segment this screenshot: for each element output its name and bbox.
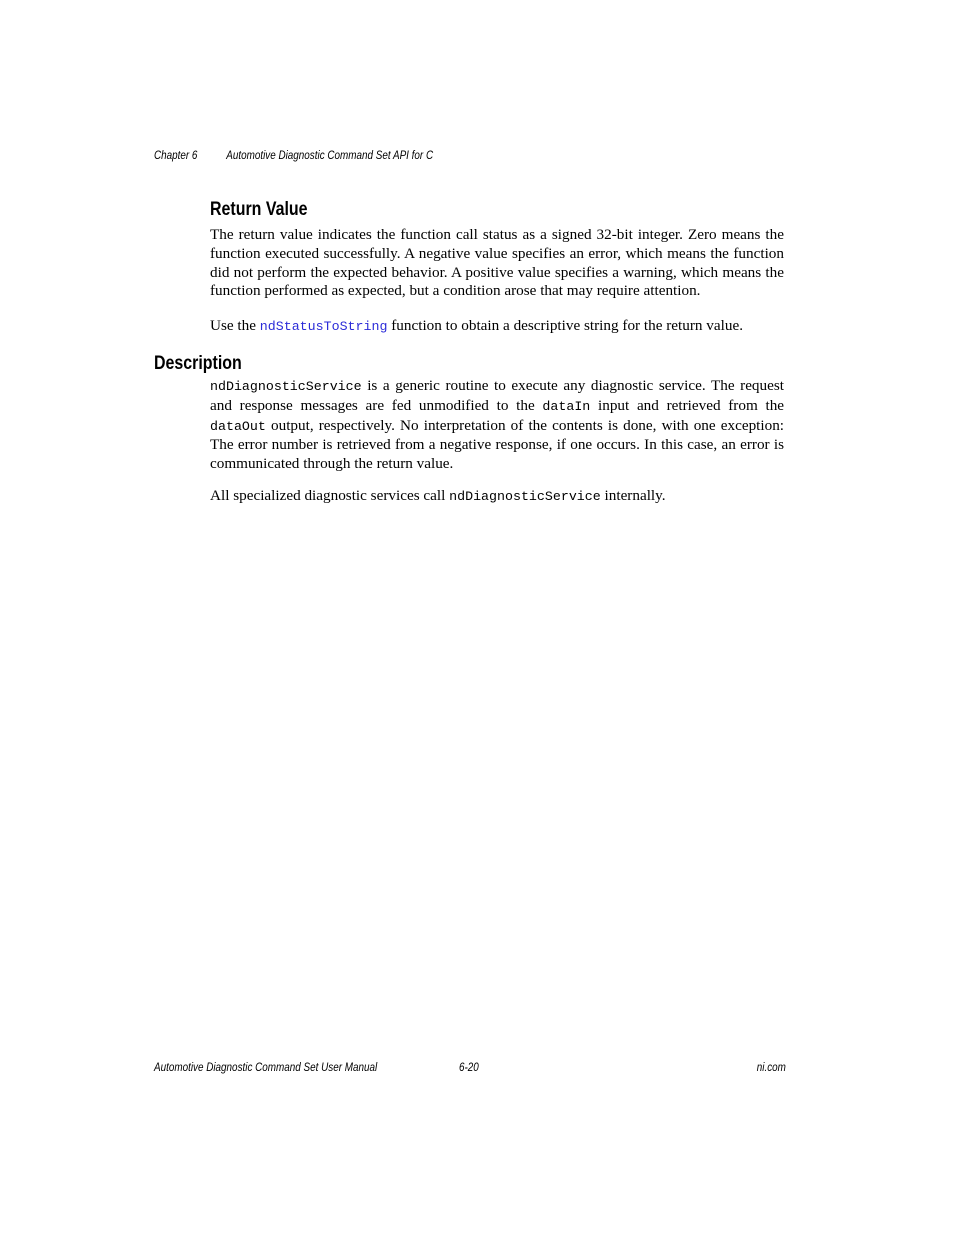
description-text-2: input and retrieved from the [598,396,785,414]
use-prefix-text: Use the [210,317,256,334]
specialized-services-paragraph [210,487,784,507]
data-out-code: dataOut [210,418,266,434]
description-paragraph [210,377,784,474]
return-value-paragraph: The return value indicates the function call status as a signed 32-bit integer. Zero means the function executed successfully. A negative value specifies an error, which means the function did not perform the expected behavior. A positive value specifies a warning, which means the function performed as expected, but a condition arose that may require attention. [210,226,784,300]
status-to-string-paragraph [210,317,784,337]
description-text-1: is a generic routine to execute any diagnostic service. The request and response messages are fed unmodified to the [210,377,784,414]
nd-diagnostic-service-code-2: ndDiagnosticService [449,489,601,504]
chapter-title: Automotive Diagnostic Command Set API for C [226,150,434,162]
footer-page-number: 6-20 [459,1062,479,1074]
specialized-text-1: All specialized diagnostic services call [210,487,446,504]
description-heading: Description [154,353,242,374]
running-header [154,150,433,162]
return-value-heading: Return Value [210,199,308,220]
footer-manual-title: Automotive Diagnostic Command Set User Manual [154,1062,378,1074]
nd-status-to-string-link[interactable]: ndStatusToString [259,319,388,334]
use-suffix-text: function to obtain a descriptive string for the return value. [391,317,743,334]
description-text-3: output, respectively. No interpretation of the contents is done, with one exception: The error number is retrieved from a negative response, if one occurs. In this case, an error is communicated through the return value. [210,416,785,473]
nd-diagnostic-service-code: ndDiagnosticService [210,379,362,394]
data-in-code: dataIn [542,398,591,414]
footer-website: ni.com [756,1062,786,1074]
chapter-label: Chapter 6 [154,150,198,162]
specialized-text-2: internally. [604,487,666,504]
